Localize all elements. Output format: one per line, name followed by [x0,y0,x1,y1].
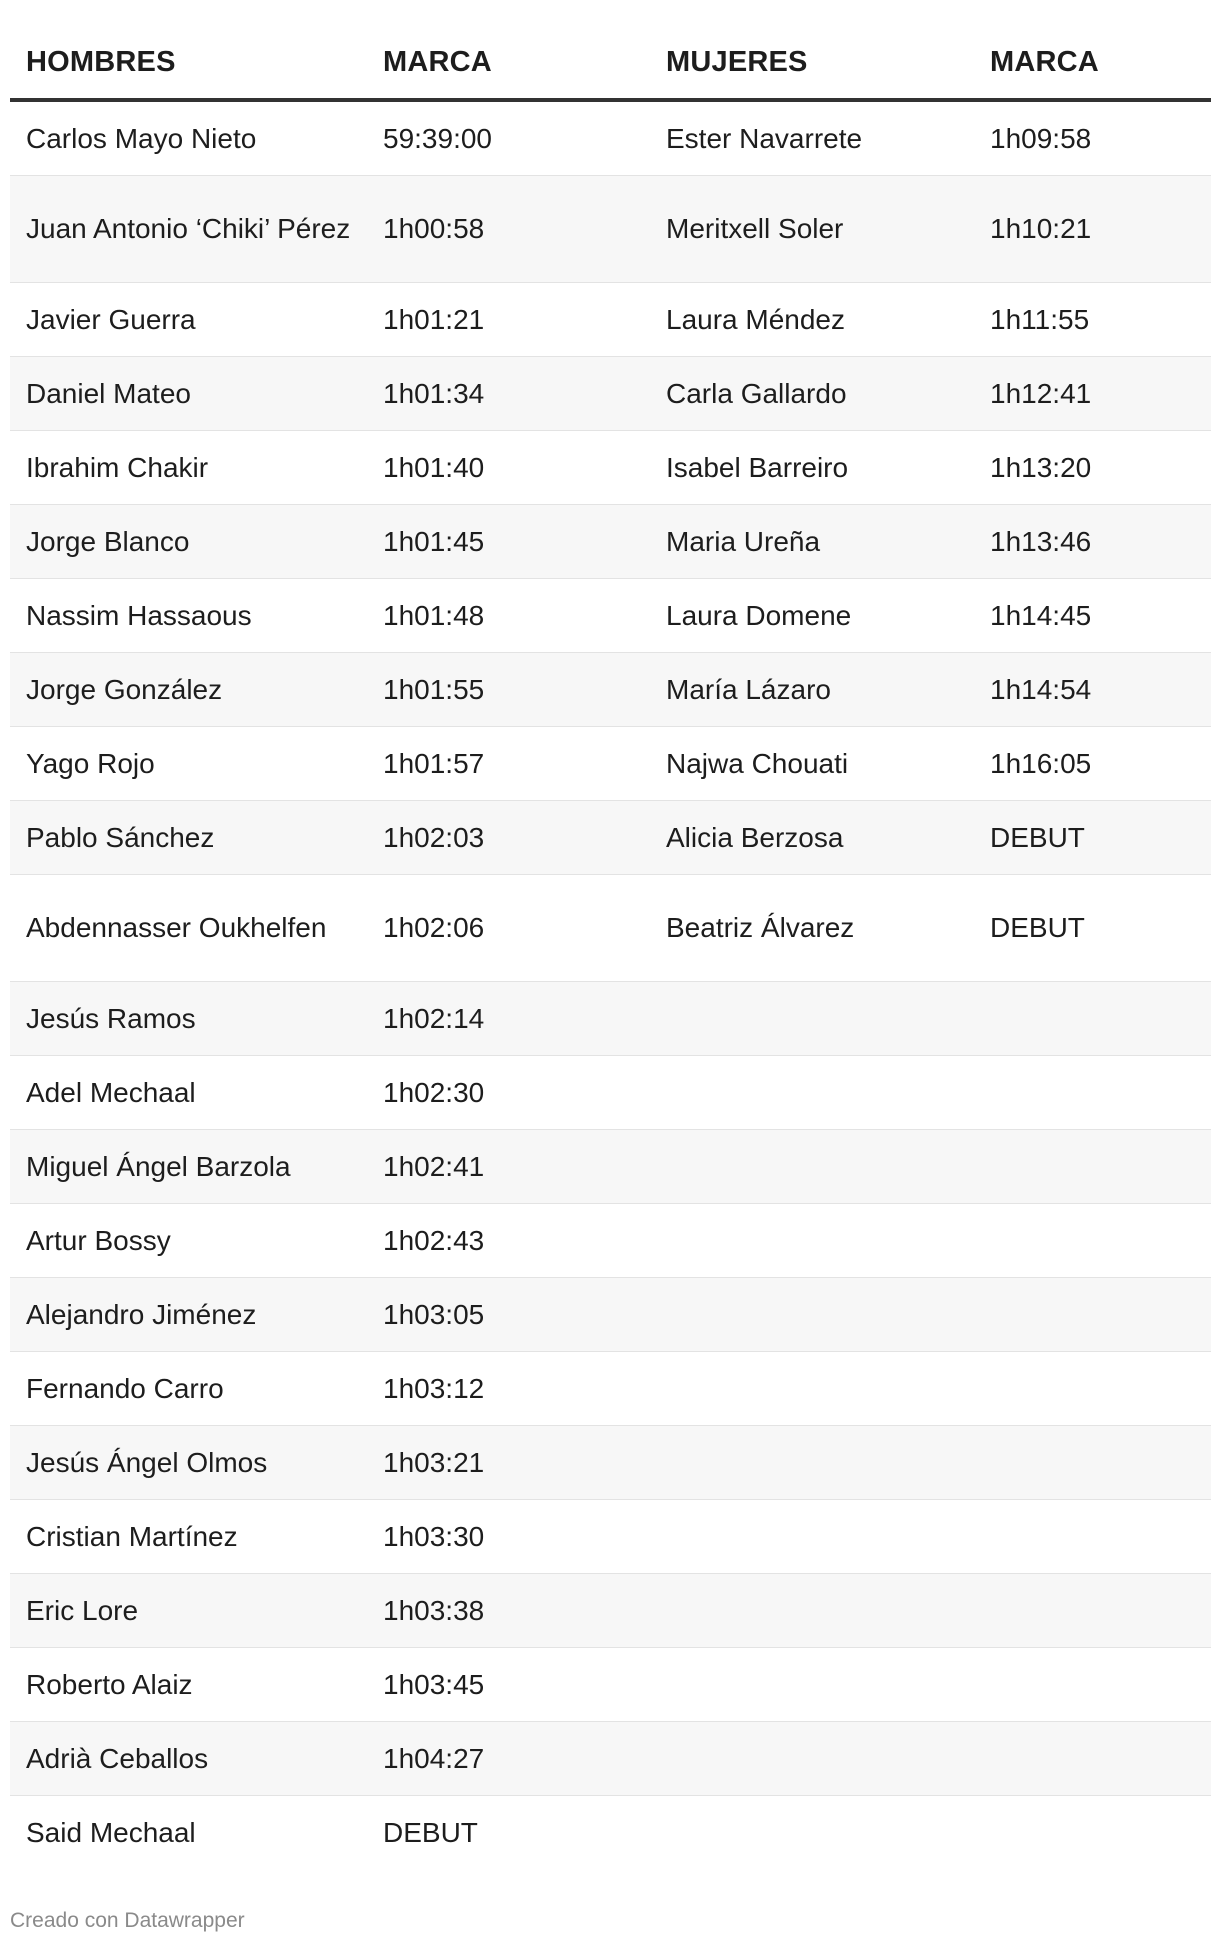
cell-mujer [650,1204,974,1278]
cell-marca-hombre: 1h02:03 [367,801,650,875]
table-row [10,801,1211,875]
cell-mujer [650,1574,974,1648]
cell-marca-mujer: DEBUT [974,875,1211,982]
table-row [10,100,1211,176]
cell-mujer: Meritxell Soler [650,176,974,283]
cell-marca-mujer [974,1204,1211,1278]
table-row [10,283,1211,357]
cell-marca-hombre: 1h01:45 [367,505,650,579]
table-row [10,1500,1211,1574]
cell-marca-hombre: 1h04:27 [367,1722,650,1796]
cell-marca-mujer: 1h11:55 [974,283,1211,357]
cell-hombre: Carlos Mayo Nieto [10,100,367,176]
cell-hombre: Adel Mechaal [10,1056,367,1130]
cell-marca-hombre: 1h03:38 [367,1574,650,1648]
cell-hombre: Ibrahim Chakir [10,431,367,505]
cell-hombre: Cristian Martínez [10,1500,367,1574]
cell-mujer [650,1130,974,1204]
cell-marca-hombre: 1h01:48 [367,579,650,653]
cell-marca-hombre: DEBUT [367,1796,650,1870]
table-body [10,100,1211,1869]
cell-marca-mujer [974,1426,1211,1500]
cell-marca-hombre: 1h02:14 [367,982,650,1056]
table-row [10,653,1211,727]
cell-mujer [650,1796,974,1870]
cell-mujer [650,982,974,1056]
cell-hombre: Artur Bossy [10,1204,367,1278]
cell-mujer: Ester Navarrete [650,100,974,176]
cell-mujer [650,1056,974,1130]
cell-mujer [650,1722,974,1796]
cell-marca-mujer: 1h09:58 [974,100,1211,176]
cell-hombre: Jorge Blanco [10,505,367,579]
cell-mujer [650,1500,974,1574]
cell-hombre: Daniel Mateo [10,357,367,431]
cell-marca-mujer: DEBUT [974,801,1211,875]
cell-hombre: Juan Antonio ‘Chiki’ Pérez [10,176,367,283]
cell-marca-mujer [974,1574,1211,1648]
cell-marca-hombre: 1h01:55 [367,653,650,727]
cell-hombre: Nassim Hassaous [10,579,367,653]
header-row [10,26,1211,100]
cell-hombre: Roberto Alaiz [10,1648,367,1722]
results-table [10,26,1211,1869]
table-row [10,1574,1211,1648]
cell-marca-mujer: 1h10:21 [974,176,1211,283]
cell-marca-hombre: 1h01:57 [367,727,650,801]
cell-marca-mujer: 1h13:46 [974,505,1211,579]
cell-marca-hombre: 1h02:06 [367,875,650,982]
header-mujeres: MUJERES [650,26,974,100]
cell-hombre: Said Mechaal [10,1796,367,1870]
cell-marca-mujer [974,1352,1211,1426]
cell-hombre: Yago Rojo [10,727,367,801]
table-row [10,1278,1211,1352]
cell-marca-mujer: 1h16:05 [974,727,1211,801]
cell-marca-hombre: 1h03:45 [367,1648,650,1722]
cell-hombre: Fernando Carro [10,1352,367,1426]
cell-mujer: María Lázaro [650,653,974,727]
table-row [10,579,1211,653]
table-row [10,1722,1211,1796]
cell-mujer: Isabel Barreiro [650,431,974,505]
cell-marca-mujer [974,1648,1211,1722]
cell-mujer: Carla Gallardo [650,357,974,431]
datawrapper-credit: Creado con Datawrapper [10,1909,245,1932]
cell-mujer: Laura Domene [650,579,974,653]
table-row [10,1204,1211,1278]
cell-marca-hombre: 1h03:21 [367,1426,650,1500]
table-row [10,176,1211,283]
cell-marca-mujer [974,1500,1211,1574]
cell-hombre: Alejandro Jiménez [10,1278,367,1352]
table-row [10,1056,1211,1130]
cell-hombre: Abdennasser Oukhelfen [10,875,367,982]
header-hombres: HOMBRES [10,26,367,100]
cell-marca-hombre: 1h03:12 [367,1352,650,1426]
table-row [10,431,1211,505]
cell-hombre: Jorge González [10,653,367,727]
cell-marca-mujer: 1h14:54 [974,653,1211,727]
table-row [10,1130,1211,1204]
cell-marca-mujer [974,1130,1211,1204]
cell-marca-hombre: 1h03:05 [367,1278,650,1352]
cell-marca-hombre: 1h01:34 [367,357,650,431]
table-row [10,1648,1211,1722]
cell-hombre: Miguel Ángel Barzola [10,1130,367,1204]
table-row [10,727,1211,801]
cell-hombre: Pablo Sánchez [10,801,367,875]
cell-marca-hombre: 1h02:41 [367,1130,650,1204]
cell-mujer: Najwa Chouati [650,727,974,801]
cell-mujer [650,1426,974,1500]
table-row [10,505,1211,579]
table-row [10,982,1211,1056]
cell-marca-hombre: 1h01:40 [367,431,650,505]
cell-marca-hombre: 59:39:00 [367,100,650,176]
cell-mujer: Laura Méndez [650,283,974,357]
cell-marca-mujer: 1h12:41 [974,357,1211,431]
cell-hombre: Adrià Ceballos [10,1722,367,1796]
cell-marca-hombre: 1h00:58 [367,176,650,283]
cell-hombre: Jesús Ramos [10,982,367,1056]
cell-marca-mujer [974,1722,1211,1796]
table-row [10,1352,1211,1426]
cell-mujer: Maria Ureña [650,505,974,579]
cell-marca-hombre: 1h02:30 [367,1056,650,1130]
cell-hombre: Javier Guerra [10,283,367,357]
table-row [10,1796,1211,1870]
cell-marca-mujer [974,1796,1211,1870]
cell-marca-hombre: 1h03:30 [367,1500,650,1574]
table-row [10,875,1211,982]
cell-marca-mujer: 1h14:45 [974,579,1211,653]
cell-marca-mujer [974,1278,1211,1352]
cell-mujer [650,1648,974,1722]
cell-mujer [650,1352,974,1426]
cell-hombre: Eric Lore [10,1574,367,1648]
table-row [10,357,1211,431]
header-marca-hombres: MARCA [367,26,650,100]
header-marca-mujeres: MARCA [974,26,1211,100]
cell-marca-mujer: 1h13:20 [974,431,1211,505]
cell-marca-mujer [974,1056,1211,1130]
cell-marca-mujer [974,982,1211,1056]
table-header [10,26,1211,100]
table-row [10,1426,1211,1500]
cell-mujer: Alicia Berzosa [650,801,974,875]
cell-mujer [650,1278,974,1352]
cell-hombre: Jesús Ángel Olmos [10,1426,367,1500]
cell-marca-hombre: 1h02:43 [367,1204,650,1278]
cell-marca-hombre: 1h01:21 [367,283,650,357]
cell-mujer: Beatriz Álvarez [650,875,974,982]
